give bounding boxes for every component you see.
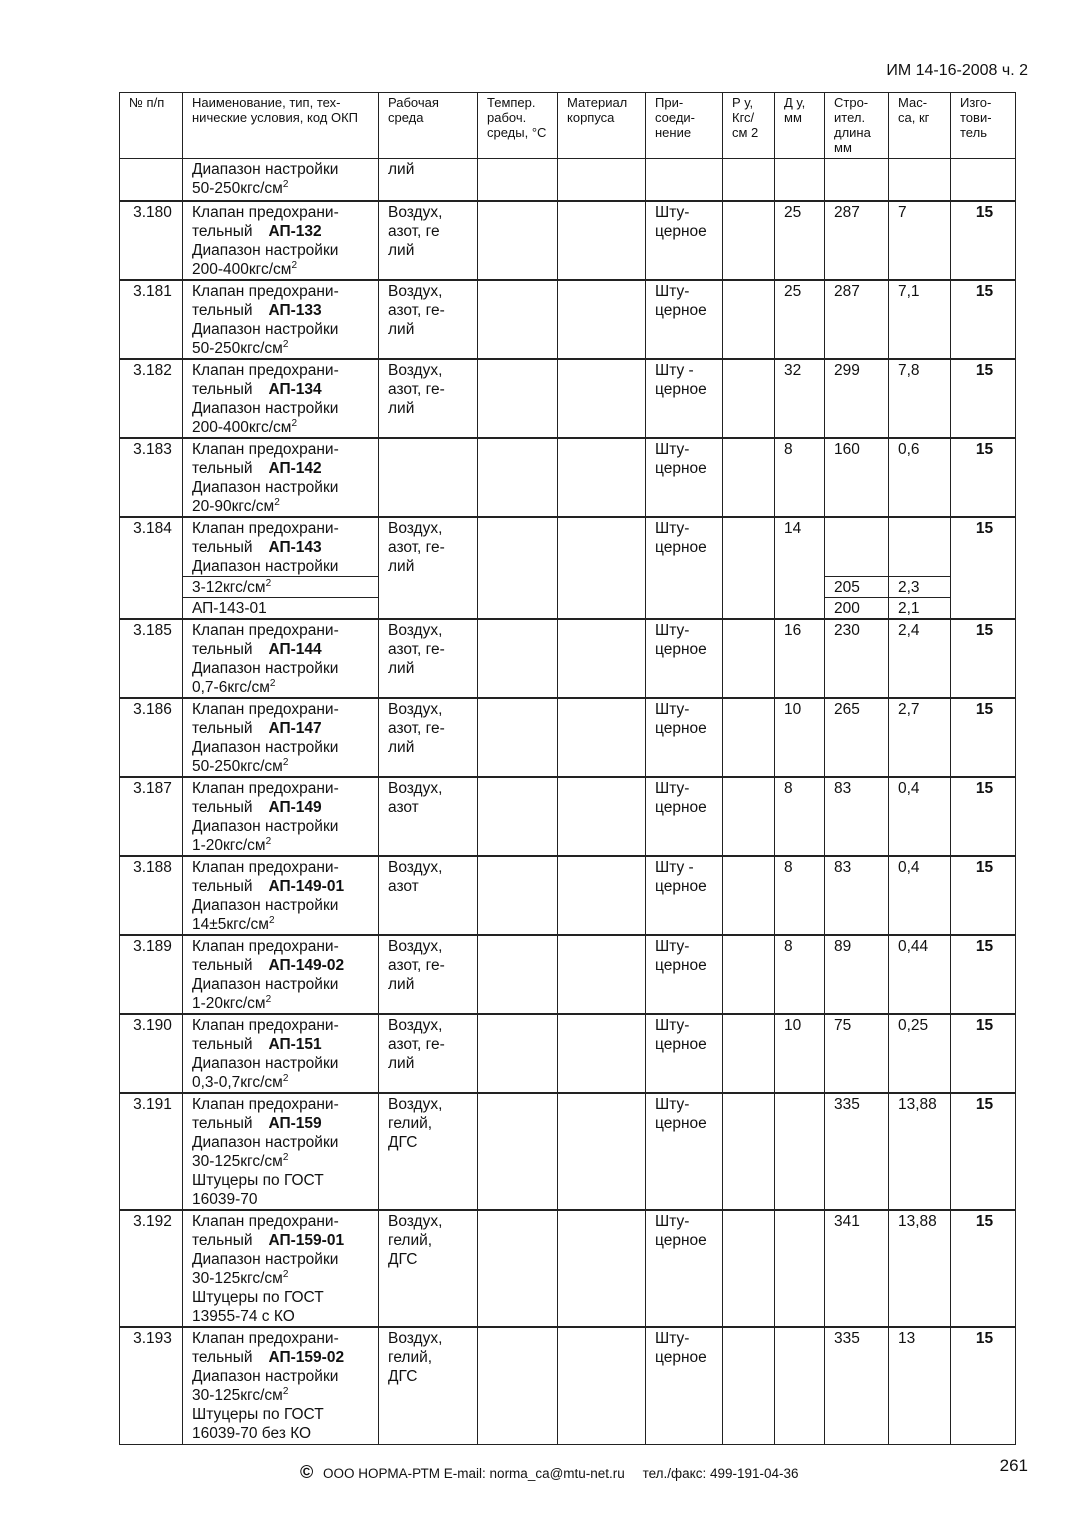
- row-medium: Воздух, азот: [379, 856, 478, 935]
- row-mass: 7: [889, 201, 951, 280]
- row-maker: 15: [951, 698, 1016, 777]
- row-name: Клапан предохрани- тельный АП-132 Диапазон настройки $200-400кгс/см^2$: [183, 201, 379, 280]
- row-number: 3.193: [120, 1327, 183, 1444]
- row-name: Клапан предохрани- тельный АП-149-02 Диапазон настройки $1-20кгс/см^2$: [183, 935, 379, 1014]
- row-connection: Шту- церное: [646, 1093, 723, 1210]
- row-medium: Воздух, гелий, ДГС: [379, 1210, 478, 1327]
- row-maker: 15: [951, 359, 1016, 438]
- row-mass: 2,4: [889, 619, 951, 698]
- model-code: АП-132: [268, 223, 322, 240]
- row-maker: 15: [951, 201, 1016, 280]
- table-row: [120, 1327, 1016, 1444]
- row-number: 3.185: [120, 619, 183, 698]
- row-name: Клапан предохрани- тельный АП-143 Диапазон настройки: [183, 517, 379, 577]
- row-number: 3.188: [120, 856, 183, 935]
- table-row: [120, 777, 1016, 856]
- header-material: Материал корпуса: [558, 93, 646, 159]
- footer-company: ООО НОРМА-РТМ: [323, 1466, 441, 1481]
- table-row: [120, 1093, 1016, 1210]
- row-maker: 15: [951, 1093, 1016, 1210]
- row-medium: Воздух, азот, ге- лий: [379, 359, 478, 438]
- row-length: 299: [825, 359, 889, 438]
- table-subrow: $3-12кгс/см^2$ 205 2,3: [120, 577, 1016, 598]
- row-mass: 0,6: [889, 438, 951, 517]
- row-maker: 15: [951, 935, 1016, 1014]
- row-connection: Шту- церное: [646, 1014, 723, 1093]
- row-number: 3.189: [120, 935, 183, 1014]
- row-mass: 13: [889, 1327, 951, 1444]
- row-maker: 15: [951, 1327, 1016, 1444]
- row-mass: 0,44: [889, 935, 951, 1014]
- row-medium: Воздух, гелий, ДГС: [379, 1093, 478, 1210]
- model-code: АП-159-01: [268, 1232, 345, 1249]
- footer-email: E-mail: norma_ca@mtu-net.ru: [443, 1466, 625, 1481]
- row-connection: Шту - церное: [646, 856, 723, 935]
- row-mass: 2,1: [889, 598, 951, 620]
- model-code: АП-151: [268, 1036, 322, 1053]
- continuation-medium: лий: [379, 159, 478, 202]
- row-maker: 15: [951, 619, 1016, 698]
- row-length: 335: [825, 1093, 889, 1210]
- row-number: 3.186: [120, 698, 183, 777]
- row-connection: Шту- церное: [646, 1210, 723, 1327]
- document-code: ИМ 14-16-2008 ч. 2: [886, 62, 1028, 79]
- row-medium: Воздух, гелий, ДГС: [379, 1327, 478, 1444]
- header-medium: Рабочая среда: [379, 93, 478, 159]
- model-code: АП-143: [268, 539, 322, 556]
- row-medium: Воздух, азот, ге- лий: [379, 280, 478, 359]
- row-dy: 8: [775, 777, 825, 856]
- model-code: АП-159-02: [268, 1349, 345, 1366]
- row-connection: Шту- церное: [646, 517, 723, 619]
- header-row: [120, 93, 1016, 159]
- row-connection: Шту- церное: [646, 201, 723, 280]
- row-dy: 8: [775, 856, 825, 935]
- row-mass: 7,8: [889, 359, 951, 438]
- row-length: 287: [825, 201, 889, 280]
- row-mass: 0,25: [889, 1014, 951, 1093]
- page-number: 261: [999, 1456, 1028, 1475]
- row-length: 160: [825, 438, 889, 517]
- table-row: [120, 201, 1016, 280]
- header-mass: Мас-са, кг: [889, 93, 951, 159]
- row-name: Клапан предохрани- тельный АП-134 Диапазон настройки $200-400кгс/см^2$: [183, 359, 379, 438]
- table-row: [120, 698, 1016, 777]
- row-connection: Шту- церное: [646, 698, 723, 777]
- row-connection: Шту - церное: [646, 359, 723, 438]
- table-row: [120, 359, 1016, 438]
- row-length: 83: [825, 856, 889, 935]
- table-row: [120, 1014, 1016, 1093]
- footer-phone: тел./факс: 499-191-04-36: [642, 1466, 799, 1481]
- model-code: АП-133: [268, 302, 322, 319]
- row-dy: 8: [775, 935, 825, 1014]
- row-length: 230: [825, 619, 889, 698]
- model-code: АП-134: [268, 381, 322, 398]
- row-medium: Воздух, азот, ге- лий: [379, 517, 478, 619]
- row-maker: 15: [951, 438, 1016, 517]
- row-number: 3.183: [120, 438, 183, 517]
- row-maker: 15: [951, 280, 1016, 359]
- table-row: [120, 438, 1016, 517]
- table-row: [120, 856, 1016, 935]
- continuation-name: Диапазон настройки $50-250кгс/см^2$: [183, 159, 379, 202]
- header-maker: Изго-тови-тель: [951, 93, 1016, 159]
- model-code: АП-142: [268, 460, 322, 477]
- model-code: АП-149: [268, 799, 322, 816]
- row-medium: Воздух, азот, ге- лий: [379, 935, 478, 1014]
- row-maker: 15: [951, 1210, 1016, 1327]
- row-connection: Шту- церное: [646, 438, 723, 517]
- header-num: № п/п: [120, 93, 183, 159]
- row-dy: 32: [775, 359, 825, 438]
- row-length: 287: [825, 280, 889, 359]
- row-connection: Шту- церное: [646, 619, 723, 698]
- row-name: Клапан предохрани- тельный АП-133 Диапазон настройки $50-250кгс/см^2$: [183, 280, 379, 359]
- row-length: 83: [825, 777, 889, 856]
- specification-table: [119, 92, 1016, 1445]
- row-name: Клапан предохрани- тельный АП-159 Диапазон настройки $30-125кгс/см^2$ Штуцеры по ГОСТ 16039-70: [183, 1093, 379, 1210]
- row-mass: 13,88: [889, 1093, 951, 1210]
- row-length: 89: [825, 935, 889, 1014]
- row-dy: [775, 1210, 825, 1327]
- row-mass: 13,88: [889, 1210, 951, 1327]
- row-maker: 15: [951, 856, 1016, 935]
- row-medium: [379, 438, 478, 517]
- row-name: Клапан предохрани- тельный АП-144 Диапазон настройки $0,7-6кгс/см^2$: [183, 619, 379, 698]
- row-medium: Воздух, азот, ге- лий: [379, 1014, 478, 1093]
- row-maker: 15: [951, 777, 1016, 856]
- row-medium: Воздух, азот: [379, 777, 478, 856]
- header-length: Стро-ител. длина мм: [825, 93, 889, 159]
- row-dy: 25: [775, 280, 825, 359]
- row-connection: Шту- церное: [646, 1327, 723, 1444]
- row-name: Клапан предохрани- тельный АП-159-01 Диапазон настройки $30-125кгс/см^2$ Штуцеры по ГОСТ 13955-74 с КО: [183, 1210, 379, 1327]
- row-number: 3.190: [120, 1014, 183, 1093]
- row-mass: 0,4: [889, 777, 951, 856]
- header-temp: Темпер. рабоч. среды, °С: [478, 93, 558, 159]
- row-dy: 16: [775, 619, 825, 698]
- row-length: 75: [825, 1014, 889, 1093]
- row-medium: Воздух, азот, ге- лий: [379, 619, 478, 698]
- model-code: АП-147: [268, 720, 322, 737]
- table-row: [120, 517, 1016, 577]
- row-dy: 14: [775, 517, 825, 619]
- row-number: 3.181: [120, 280, 183, 359]
- header-connection: При-соеди-нение: [646, 93, 723, 159]
- continuation-row: [120, 159, 1016, 202]
- row-name: Клапан предохрани- тельный АП-147 Диапазон настройки $50-250кгс/см^2$: [183, 698, 379, 777]
- row-name: Клапан предохрани- тельный АП-142 Диапазон настройки $20-90кгс/см^2$: [183, 438, 379, 517]
- row-name: Клапан предохрани- тельный АП-149 Диапазон настройки $1-20кгс/см^2$: [183, 777, 379, 856]
- table-subrow: АП-143-01 200 2,1: [120, 598, 1016, 620]
- row-length: 265: [825, 698, 889, 777]
- row-length: 335: [825, 1327, 889, 1444]
- model-code: АП-144: [268, 641, 322, 658]
- row-dy: [775, 1093, 825, 1210]
- row-length: 205: [825, 577, 889, 598]
- row-number: 3.191: [120, 1093, 183, 1210]
- row-connection: Шту- церное: [646, 280, 723, 359]
- model-code: АП-149-02: [268, 957, 345, 974]
- row-number: 3.192: [120, 1210, 183, 1327]
- table-row: [120, 1210, 1016, 1327]
- model-code: АП-149-01: [268, 878, 345, 895]
- row-number: 3.182: [120, 359, 183, 438]
- row-dy: 25: [775, 201, 825, 280]
- header-py: Р у, Кгс/ см 2: [723, 93, 775, 159]
- row-medium: Воздух, азот, ге лий: [379, 201, 478, 280]
- model-code: АП-159: [268, 1115, 322, 1132]
- row-dy: 10: [775, 698, 825, 777]
- row-name: Клапан предохрани- тельный АП-151 Диапазон настройки $0,3-0,7кгс/см^2$: [183, 1014, 379, 1093]
- row-number: 3.184: [120, 517, 183, 619]
- row-connection: Шту- церное: [646, 935, 723, 1014]
- row-dy: [775, 1327, 825, 1444]
- row-length: 341: [825, 1210, 889, 1327]
- copyright-icon: ©: [300, 1462, 314, 1482]
- header-name: Наименование, тип, тех-нические условия, код ОКП: [183, 93, 379, 159]
- row-length: 200: [825, 598, 889, 620]
- row-dy: 10: [775, 1014, 825, 1093]
- table-row: [120, 935, 1016, 1014]
- footer: [300, 1462, 799, 1483]
- row-connection: Шту- церное: [646, 777, 723, 856]
- row-number: 3.180: [120, 201, 183, 280]
- table-row: [120, 280, 1016, 359]
- row-name: Клапан предохрани- тельный АП-159-02 Диапазон настройки $30-125кгс/см^2$ Штуцеры по ГОСТ 16039-70 без КО: [183, 1327, 379, 1444]
- row-number: 3.187: [120, 777, 183, 856]
- row-medium: Воздух, азот, ге- лий: [379, 698, 478, 777]
- row-maker: 15: [951, 1014, 1016, 1093]
- row-name: Клапан предохрани- тельный АП-149-01 Диапазон настройки $14\pm 5кгс/см^2$: [183, 856, 379, 935]
- row-mass: 2,3: [889, 577, 951, 598]
- row-dy: 8: [775, 438, 825, 517]
- header-dy: Д у, мм: [775, 93, 825, 159]
- row-mass: 7,1: [889, 280, 951, 359]
- row-mass: 2,7: [889, 698, 951, 777]
- row-maker: 15: [951, 517, 1016, 619]
- table-row: [120, 619, 1016, 698]
- row-mass: 0,4: [889, 856, 951, 935]
